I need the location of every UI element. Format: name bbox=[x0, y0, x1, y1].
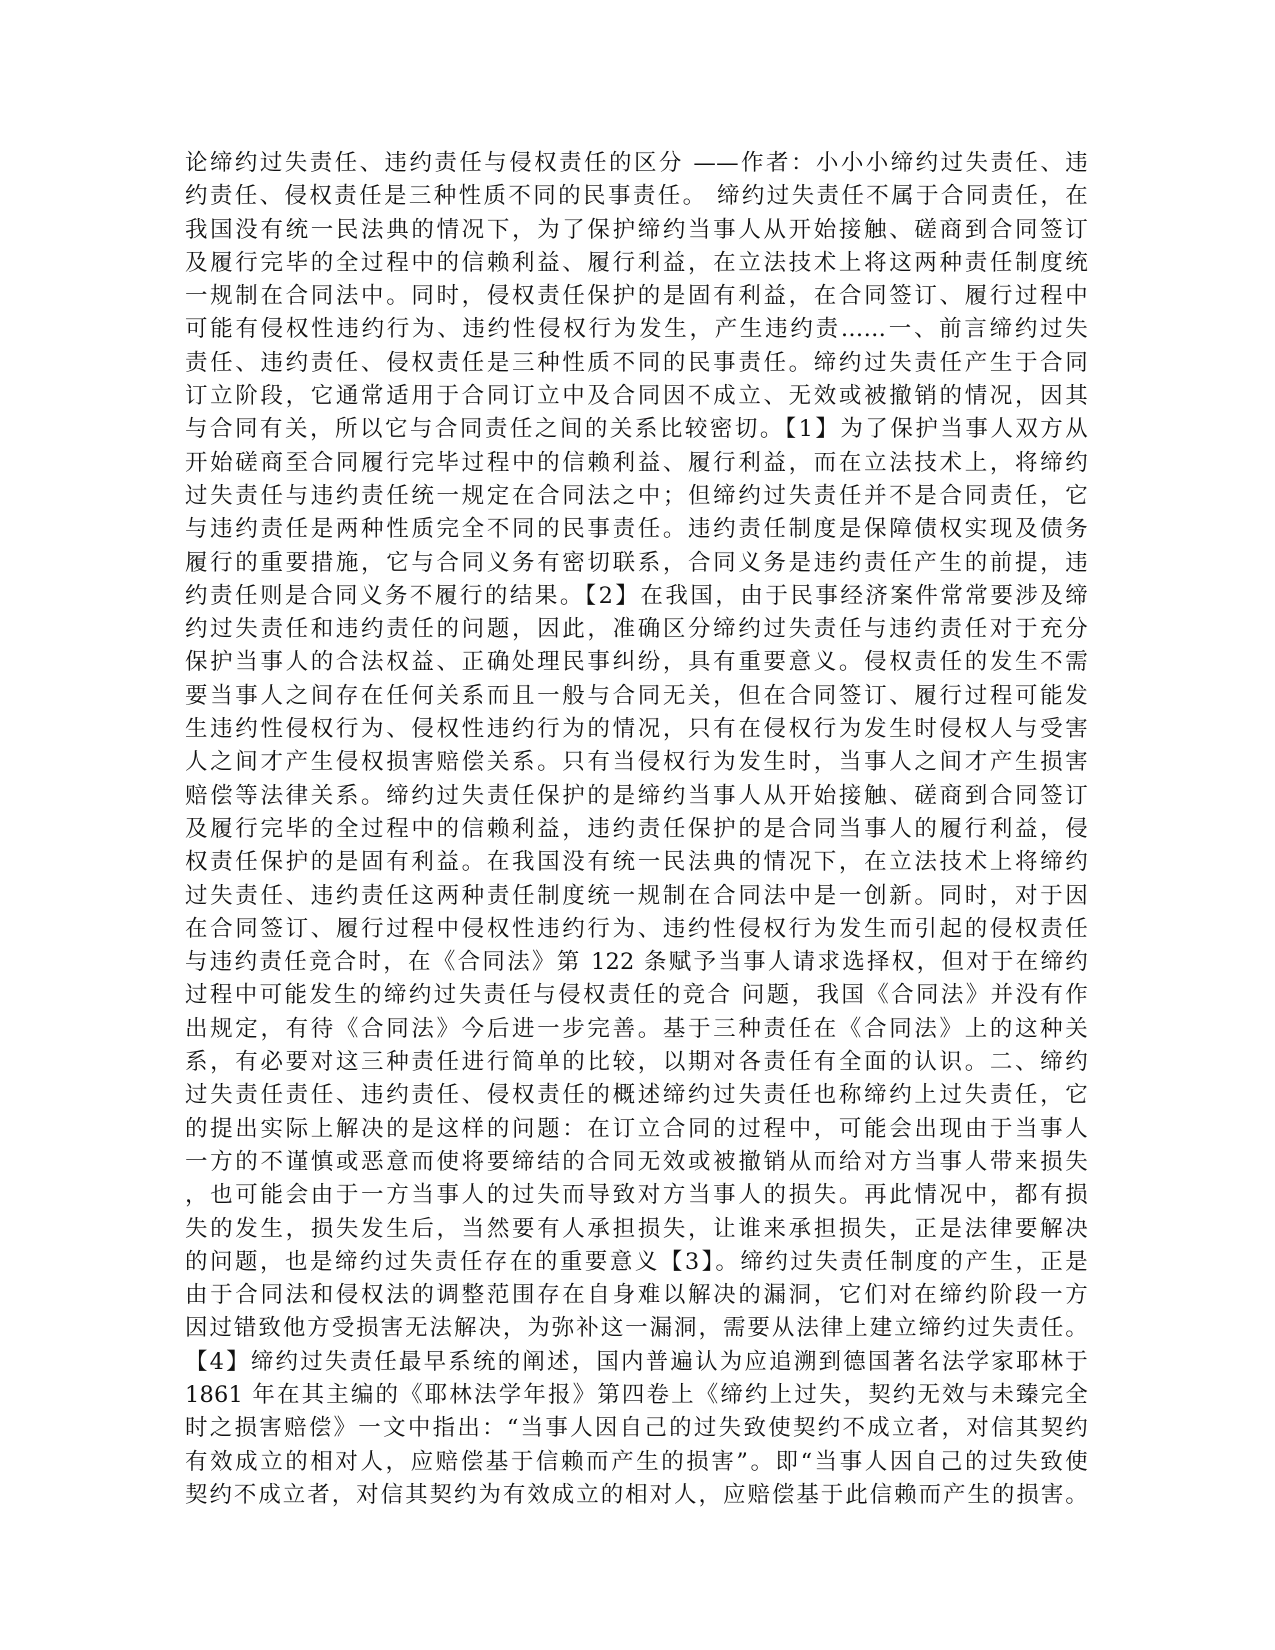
text-line: 因过错致他方受损害无法解决，为弥补这一漏洞，需要从法律上建立缔约过失责任。 bbox=[185, 1315, 1088, 1342]
text-line: 订立阶段，它通常适用于合同订立中及合同因不成立、无效或被撤销的情况，因其 bbox=[185, 383, 1088, 410]
text-line: 过失责任与违约责任统一规定在合同法之中；但缔约过失责任并不是合同责任，它 bbox=[185, 482, 1088, 509]
text-line: 过失责任、违约责任这两种责任制度统一规制在合同法中是一创新。同时，对于因 bbox=[185, 882, 1088, 909]
text-line: 赔偿等法律关系。缔约过失责任保护的是缔约当事人从开始接触、磋商到合同签订 bbox=[185, 782, 1088, 809]
text-line: 有效成立的相对人，应赔偿基于信赖而产生的损害”。即“当事人因自己的过失致使 bbox=[185, 1448, 1088, 1475]
text-line: 约过失责任和违约责任的问题，因此，准确区分缔约过失责任与违约责任对于充分 bbox=[185, 616, 1088, 643]
text-line: 与违约责任是两种性质完全不同的民事责任。违约责任制度是保障债权实现及债务 bbox=[185, 516, 1088, 543]
text-line: 失的发生，损失发生后，当然要有人承担损失，让谁来承担损失，正是法律要解决 bbox=[185, 1215, 1088, 1242]
text-line: 【4】缔约过失责任最早系统的阐述，国内普遍认为应追溯到德国著名法学家耶林于 bbox=[185, 1348, 1088, 1375]
text-line: 与违约责任竞合时，在《合同法》第 122 条赋予当事人请求选择权，但对于在缔约 bbox=[185, 949, 1088, 976]
text-line: 开始磋商至合同履行完毕过程中的信赖利益、履行利益，而在立法技术上，将缔约 bbox=[185, 449, 1088, 476]
text-line: 责任、违约责任、侵权责任是三种性质不同的民事责任。缔约过失责任产生于合同 bbox=[185, 349, 1088, 376]
text-line: 要当事人之间存在任何关系而且一般与合同无关，但在合同签订、履行过程可能发 bbox=[185, 682, 1088, 709]
text-line: 由于合同法和侵权法的调整范围存在自身难以解决的漏洞，它们对在缔约阶段一方 bbox=[185, 1282, 1088, 1309]
text-line: 出规定，有待《合同法》今后进一步完善。基于三种责任在《合同法》上的这种关 bbox=[185, 1015, 1088, 1042]
text-line: 时之损害赔偿》一文中指出：“当事人因自己的过失致使契约不成立者，对信其契约 bbox=[185, 1415, 1088, 1442]
text-line: 及履行完毕的全过程中的信赖利益、履行利益，在立法技术上将这两种责任制度统 bbox=[185, 249, 1088, 276]
text-line: 契约不成立者，对信其契约为有效成立的相对人，应赔偿基于此信赖而产生的损害。 bbox=[185, 1481, 1088, 1508]
text-line: 与合同有关，所以它与合同责任之间的关系比较密切。【1】为了保护当事人双方从 bbox=[185, 416, 1088, 443]
document-body bbox=[185, 147, 1088, 1512]
text-line: 过程中可能发生的缔约过失责任与侵权责任的竞合 问题，我国《合同法》并没有作 bbox=[185, 982, 1088, 1009]
text-line: 我国没有统一民法典的情况下，为了保护缔约当事人从开始接触、磋商到合同签订 bbox=[185, 216, 1088, 243]
text-line: 及履行完毕的全过程中的信赖利益，违约责任保护的是合同当事人的履行利益，侵 bbox=[185, 815, 1088, 842]
text-line: 在合同签订、履行过程中侵权性违约行为、违约性侵权行为发生而引起的侵权责任 bbox=[185, 915, 1088, 942]
text-line: 一规制在合同法中。同时，侵权责任保护的是固有利益，在合同签订、履行过程中 bbox=[185, 283, 1088, 310]
text-line: 系，有必要对这三种责任进行简单的比较，以期对各责任有全面的认识。二、缔约 bbox=[185, 1049, 1088, 1076]
text-line: 人之间才产生侵权损害赔偿关系。只有当侵权行为发生时，当事人之间才产生损害 bbox=[185, 749, 1088, 776]
text-line: 的提出实际上解决的是这样的问题：在订立合同的过程中，可能会出现由于当事人 bbox=[185, 1115, 1088, 1142]
text-line: 约责任则是合同义务不履行的结果。【2】在我国，由于民事经济案件常常要涉及缔 bbox=[185, 582, 1088, 609]
text-line: 1861 年在其主编的《耶林法学年报》第四卷上《缔约上过失，契约无效与未臻完全 bbox=[185, 1381, 1088, 1408]
text-line: ，也可能会由于一方当事人的过失而导致对方当事人的损失。再此情况中，都有损 bbox=[185, 1182, 1088, 1209]
text-line: 过失责任责任、违约责任、侵权责任的概述缔约过失责任也称缔约上过失责任，它 bbox=[185, 1082, 1088, 1109]
text-line: 权责任保护的是固有利益。在我国没有统一民法典的情况下，在立法技术上将缔约 bbox=[185, 849, 1088, 876]
text-line: 可能有侵权性违约行为、违约性侵权行为发生，产生违约责……一、前言缔约过失 bbox=[185, 316, 1088, 343]
text-line: 履行的重要措施，它与合同义务有密切联系，合同义务是违约责任产生的前提，违 bbox=[185, 549, 1088, 576]
text-line: 论缔约过失责任、违约责任与侵权责任的区分 ——作者：小小小缔约过失责任、违 bbox=[185, 150, 1088, 176]
text-line: 一方的不谨慎或恶意而使将要缔结的合同无效或被撤销从而给对方当事人带来损失 bbox=[185, 1148, 1088, 1175]
text-line: 生违约性侵权行为、侵权性违约行为的情况，只有在侵权行为发生时侵权人与受害 bbox=[185, 716, 1088, 743]
text-line: 保护当事人的合法权益、正确处理民事纠纷，具有重要意义。侵权责任的发生不需 bbox=[185, 649, 1088, 676]
text-line: 约责任、侵权责任是三种性质不同的民事责任。 缔约过失责任不属于合同责任，在 bbox=[185, 183, 1088, 210]
text-line: 的问题，也是缔约过失责任存在的重要意义【3】。缔约过失责任制度的产生，正是 bbox=[185, 1248, 1088, 1275]
